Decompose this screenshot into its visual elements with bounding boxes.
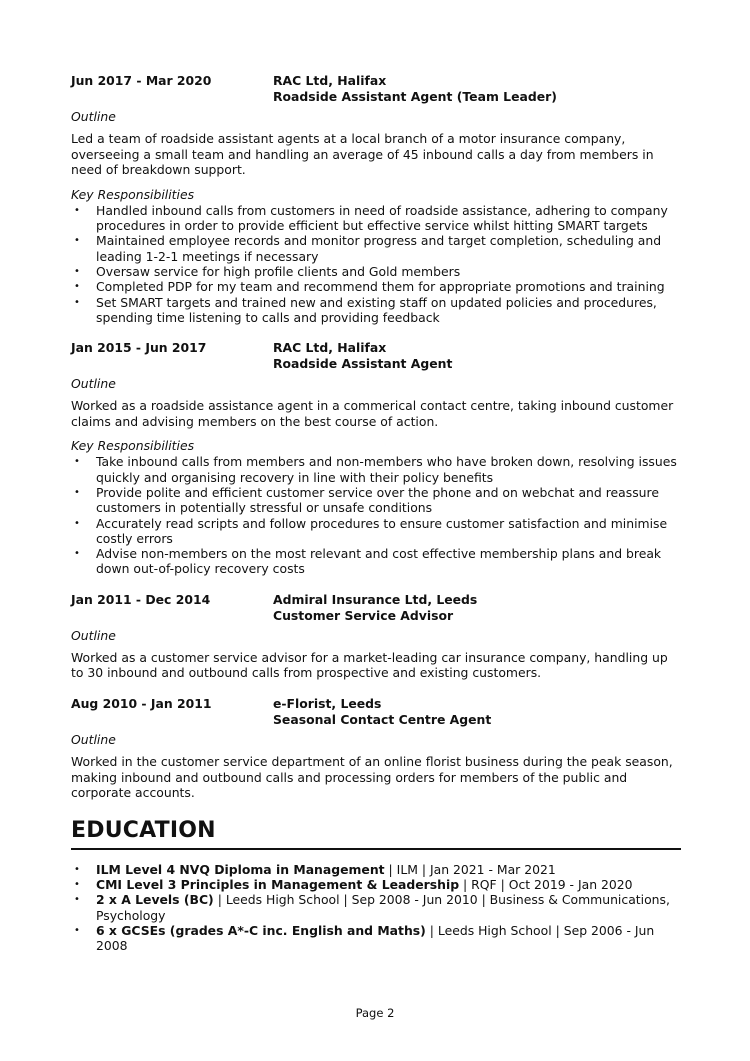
bullet-icon: • xyxy=(74,924,80,936)
job-org xyxy=(273,592,477,624)
job-org xyxy=(273,340,452,372)
qualification-details: Leeds High School | Sep 2008 - Jun 2010 | Business & Communications, Psychology xyxy=(96,892,670,923)
resume-page xyxy=(71,73,681,953)
qualification-name: 6 x GCSEs (grades A*-C inc. English and Maths) xyxy=(96,922,426,938)
section-title-education: EDUCATION xyxy=(71,817,216,843)
list-item xyxy=(71,233,681,264)
qualification-details: Leeds High School | Sep 2006 - Jun 2008 xyxy=(96,922,655,954)
qualification-name: CMI Level 3 Principles in Management & Leadership xyxy=(96,876,460,892)
list-item xyxy=(71,203,681,234)
section-divider xyxy=(71,848,681,850)
list-item xyxy=(71,516,681,547)
responsibilities-label: Key Responsibilities xyxy=(71,438,195,454)
bullet-icon: • xyxy=(74,517,80,529)
outline-text: Worked in the customer service department of an online florist business during the peak season, making inbound and outbound calls and processing orders for members of the public and corporate accounts. xyxy=(71,753,673,801)
list-item xyxy=(71,279,681,294)
separator: | xyxy=(463,876,468,892)
job-role: Roadside Assistant Agent xyxy=(273,356,453,372)
bullet-icon: • xyxy=(74,894,80,906)
outline-text: Led a team of roadside assistant agents at a local branch of a motor insurance company, overseeing a small team and handling an average of 45 inbound calls a day from members in need of breakdown support. xyxy=(71,131,654,178)
bullet-icon: • xyxy=(74,863,80,875)
bullet-icon: • xyxy=(74,281,80,293)
job-header xyxy=(71,696,681,728)
qualification-name: 2 x A Levels (BC) xyxy=(96,892,214,908)
job-header xyxy=(71,592,681,624)
list-item-text: Set SMART targets and trained new and existing staff on updated policies and procedures, spending time listening to calls and providing feedback xyxy=(96,294,657,325)
list-item-text: Accurately read scripts and follow procedures to ensure customer satisfaction and minimise costly errors xyxy=(96,515,668,546)
job-entry xyxy=(71,696,681,801)
list-item-text: Provide polite and efficient customer service over the phone and on webchat and reassure customers in potentially stressful or unsafe conditions xyxy=(96,484,659,516)
qualification-details: RQF | Oct 2019 - Jan 2020 xyxy=(471,876,633,892)
list-item-text: Maintained employee records and monitor progress and target completion, scheduling and leading 1-2-1 meetings if necessary xyxy=(96,233,662,264)
bullet-icon: • xyxy=(74,878,80,890)
bullet-icon: • xyxy=(74,456,80,468)
outline-label: Outline xyxy=(71,376,116,392)
education-item xyxy=(71,923,681,954)
list-item xyxy=(71,546,681,577)
responsibilities-list xyxy=(71,203,681,325)
bullet-icon: • xyxy=(74,486,80,498)
list-item-text: Take inbound calls from members and non-members who have broken down, resolving issues quickly and organising recovery in line with their policy benefits xyxy=(96,454,677,485)
outline-label: Outline xyxy=(71,627,116,643)
bullet-icon: • xyxy=(74,548,80,560)
list-item-text: Advise non-members on the most relevant and cost effective membership plans and break down out-of-policy recovery costs xyxy=(96,546,662,577)
list-item xyxy=(71,264,681,279)
job-company: Admiral Insurance Ltd, Leeds xyxy=(273,591,478,607)
job-company: RAC Ltd, Halifax xyxy=(273,340,387,356)
job-dates: Jun 2017 - Mar 2020 xyxy=(71,73,212,88)
job-entry xyxy=(71,592,681,681)
job-dates: Jan 2011 - Dec 2014 xyxy=(71,591,211,607)
job-org xyxy=(273,73,557,105)
list-item-text: Completed PDP for my team and recommend them for appropriate promotions and training xyxy=(96,279,665,295)
job-org xyxy=(273,696,491,728)
job-header xyxy=(71,340,681,372)
separator: | xyxy=(429,922,434,938)
responsibilities-list xyxy=(71,454,681,576)
education-item xyxy=(71,862,681,877)
job-role: Seasonal Contact Centre Agent xyxy=(273,711,492,727)
list-item-text: Handled inbound calls from customers in need of roadside assistance, adhering to company procedures in order to provide efficient but effective service whilst hitting SMART targets xyxy=(96,202,668,234)
job-company: e-Florist, Leeds xyxy=(273,695,382,711)
job-company: RAC Ltd, Halifax xyxy=(273,73,387,88)
separator: | xyxy=(388,861,393,877)
job-entry xyxy=(71,340,681,577)
outline-label: Outline xyxy=(71,109,116,124)
separator: | xyxy=(217,892,222,908)
qualification-details: ILM | Jan 2021 - Mar 2021 xyxy=(396,861,556,877)
job-header xyxy=(71,73,681,105)
outline-label: Outline xyxy=(71,731,116,747)
education-list xyxy=(71,862,681,954)
job-role: Customer Service Advisor xyxy=(273,607,454,623)
list-item xyxy=(71,485,681,516)
list-item xyxy=(71,295,681,326)
page-number: Page 2 xyxy=(355,1006,395,1020)
education-item xyxy=(71,877,681,892)
outline-text: Worked as a customer service advisor for a market-leading car insurance company, handling up to 30 inbound and outbound calls from prospective and existing customers. xyxy=(71,649,668,681)
job-role: Roadside Assistant Agent (Team Leader) xyxy=(273,89,557,104)
bullet-icon: • xyxy=(74,235,80,247)
job-entry xyxy=(71,73,681,325)
education-item xyxy=(71,892,681,923)
bullet-icon: • xyxy=(74,204,80,216)
qualification-name: ILM Level 4 NVQ Diploma in Management xyxy=(96,861,385,877)
job-dates: Jan 2015 - Jun 2017 xyxy=(71,340,207,356)
bullet-icon: • xyxy=(74,265,80,277)
bullet-icon: • xyxy=(74,296,80,308)
job-dates: Aug 2010 - Jan 2011 xyxy=(71,695,212,711)
responsibilities-label: Key Responsibilities xyxy=(71,186,195,202)
list-item-text: Oversaw service for high profile clients and Gold members xyxy=(96,263,461,279)
list-item xyxy=(71,454,681,485)
outline-text: Worked as a roadside assistance agent in a commerical contact centre, taking inbound customer claims and advising members on the best course of action. xyxy=(71,398,674,429)
